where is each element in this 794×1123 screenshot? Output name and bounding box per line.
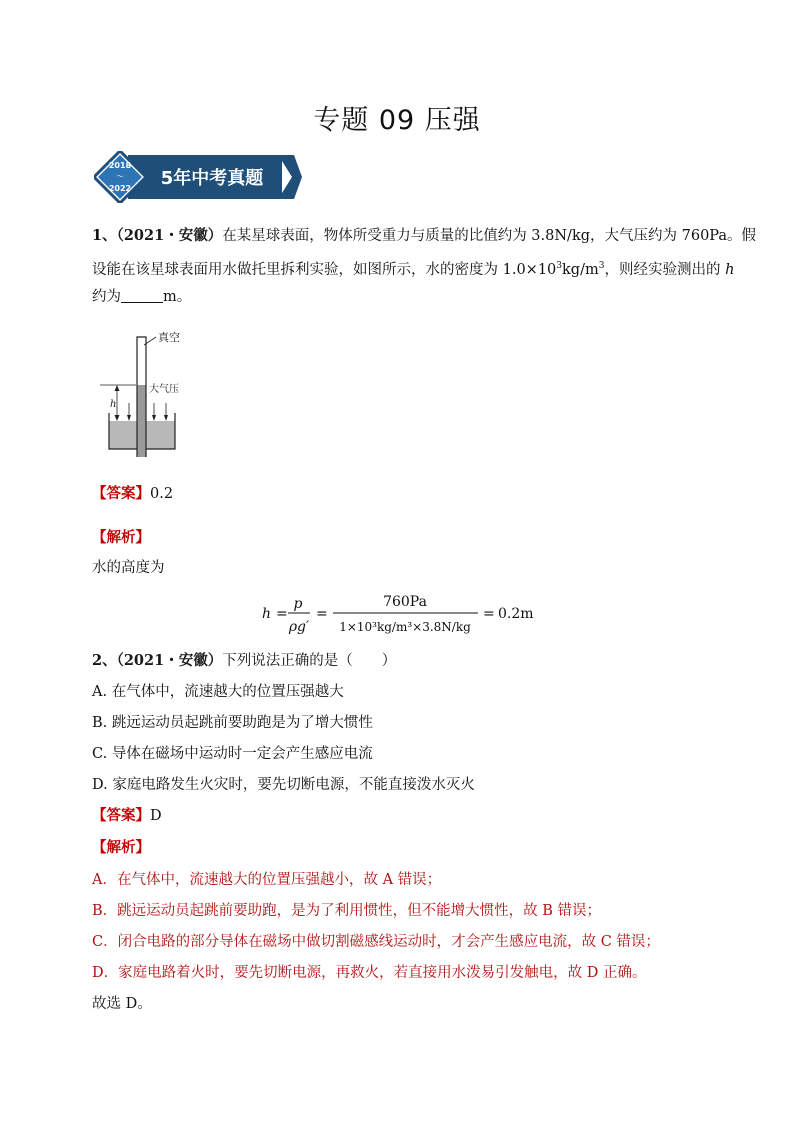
formula-eq-1: = (276, 606, 288, 622)
formula-eq-2: = (316, 606, 328, 622)
formula-frac1-den: ρg′ (288, 619, 310, 635)
q2-stem: 下列说法正确的是（ ） (222, 653, 397, 669)
q2-answer-label: 【答案】 (92, 807, 150, 824)
q2-conclusion: 故选 D。 (92, 996, 152, 1012)
torricelli-figure (100, 327, 200, 482)
q2-stem-line (92, 651, 396, 671)
tube-liquid (137, 385, 146, 457)
q1-text-2a: 设能在该星球表面用水做托里拆利实验，如图所示，水的密度为 1.0×10 (92, 261, 557, 278)
q1-formula (258, 590, 538, 638)
q2-source: （2021・安徽） (116, 652, 223, 669)
atm-arrowhead-1 (127, 415, 131, 421)
q1-analysis-label: 【解析】 (92, 529, 150, 546)
q1-text-3a: 约为 (92, 289, 121, 305)
q1-text-2b: kg/m (562, 261, 599, 278)
page-title: 专题 09 压强 (313, 105, 481, 136)
q2-analysis-c: C．闭合电路的部分导体在磁场中做切割磁感线运动时，才会产生感应电流，故 C 错误； (92, 934, 660, 950)
q1-answer-blank[interactable] (121, 288, 163, 303)
q2-option-c: C. 导体在磁场中运动时一定会产生感应电流 (92, 746, 373, 762)
q1-text-2c: ，则经实验测出的 (604, 261, 726, 278)
section-banner (94, 151, 304, 203)
atm-arrowhead-2 (152, 415, 156, 421)
atm-arrowhead-3 (164, 415, 168, 421)
q2-analysis-b: B．跳远运动员起跳前要助跑，是为了利用惯性，但不能增大惯性，故 B 错误； (92, 903, 602, 919)
q1-source: （2021・安徽） (116, 227, 223, 244)
formula-frac2-den: 1×10³kg/m³×3.8N/kg (339, 620, 471, 634)
q1-number: 1、 (92, 227, 117, 244)
h-arrow-down (115, 415, 120, 421)
q1-text-1: 在某星球表面，物体所受重力与质量的比值约为 3.8N/kg，大气压约为 760Pa。假 (222, 228, 757, 244)
q2-option-a: A. 在气体中，流速越大的位置压强越大 (92, 684, 344, 700)
formula-lhs: h (262, 606, 272, 622)
h-arrow-up (115, 385, 120, 391)
q2-answer (92, 806, 162, 826)
q1-answer-value: 0.2 (150, 486, 174, 502)
h-label: h (110, 399, 117, 410)
q1-answer-label: 【答案】 (92, 485, 150, 502)
formula-frac2-num: 760Pa (383, 594, 427, 610)
q1-line-1 (92, 226, 756, 246)
q1-line-3 (92, 287, 191, 307)
formula-result: 0.2m (498, 606, 534, 622)
banner-year-start: 2018 (108, 161, 132, 170)
formula-eq-3: = (483, 606, 495, 622)
banner-label: 5年中考真题 (160, 168, 264, 189)
q1-analysis-heading (92, 528, 150, 548)
q2-analysis-heading (92, 838, 150, 858)
q1-line-2 (92, 256, 734, 280)
q1-text-3b: m。 (163, 289, 192, 305)
formula-frac1-num: p (293, 596, 303, 612)
q1-sup-1: 3 (556, 261, 563, 271)
q1-analysis-intro: 水的高度为 (92, 560, 165, 576)
q2-analysis-label: 【解析】 (92, 839, 150, 856)
q1-var-h: h (725, 261, 735, 278)
vacuum-label: 真空 (158, 331, 180, 344)
atm-label: 大气压 (149, 384, 179, 395)
banner-year-sep: ～ (116, 172, 124, 181)
q2-analysis-a: A．在气体中，流速越大的位置压强越小，故 A 错误； (92, 872, 442, 888)
q2-number: 2、 (92, 652, 117, 669)
q2-option-d: D. 家庭电路发生火灾时，要先切断电源，不能直接泼水灭火 (92, 777, 475, 793)
banner-year-end: 2022 (108, 184, 132, 193)
q2-analysis-d: D．家庭电路着火时，要先切断电源，再救火，若直接用水泼易引发触电，故 D 正确。 (92, 965, 647, 981)
q2-option-b: B. 跳远运动员起跳前要助跑是为了增大惯性 (92, 715, 373, 731)
q2-answer-value: D (150, 808, 162, 824)
q1-sup-2: 3 (598, 261, 605, 271)
q1-answer (92, 484, 173, 504)
